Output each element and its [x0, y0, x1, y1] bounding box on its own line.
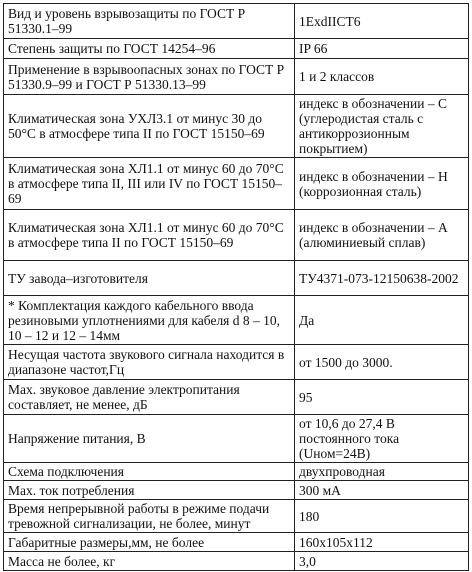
table-row — [4, 481, 469, 500]
table-row — [4, 345, 469, 380]
table-row — [4, 4, 469, 39]
parameter-cell: Схема подключения — [4, 463, 295, 481]
table-row — [4, 95, 469, 158]
table-row — [4, 463, 469, 481]
parameter-cell: Масса не более, кг — [4, 552, 295, 571]
parameter-cell: Несущая частота звукового сигнала находится в диапазоне частот,Гц — [4, 345, 295, 380]
parameter-cell: Напряжение питания, В — [4, 415, 295, 463]
parameter-cell: ТУ завода–изготовителя — [4, 261, 295, 296]
table-row — [4, 415, 469, 463]
parameter-cell: Вид и уровень взрывозащиты по ГОСТ Р 51330.1–99 — [4, 4, 295, 39]
table-row — [4, 533, 469, 552]
value-cell: от 10,6 до 27,4 В постоянного тока (Uном=24В) — [295, 415, 469, 463]
table-row — [4, 380, 469, 415]
value-cell: Да — [295, 296, 469, 345]
value-cell: индекс в обозначении – А (алюминиевый сплав) — [295, 210, 469, 261]
value-cell: индекс в обозначении – С (углеродистая сталь с антикоррозионным покрытием) — [295, 95, 469, 158]
parameter-cell: Мах. звуковое давление электропитания составляет, не менее, дБ — [4, 380, 295, 415]
table-row — [4, 296, 469, 345]
value-cell: ТУ4371-073-12150638-2002 — [295, 261, 469, 296]
parameter-cell: * Комплектация каждого кабельного ввода резиновыми уплотнениями для кабеля d 8 – 10, 10 – 12 и 12 – 14мм — [4, 296, 295, 345]
value-cell: 180 — [295, 500, 469, 533]
parameter-cell: Мах. ток потребления — [4, 481, 295, 500]
value-cell: IP 66 — [295, 39, 469, 59]
parameter-cell: Климатическая зона УХЛ3.1 от минус 30 до 50°С в атмосфере типа II по ГОСТ 15150–69 — [4, 95, 295, 158]
specifications-table — [3, 3, 469, 571]
value-cell: 160х105х112 — [295, 533, 469, 552]
value-cell: 1ExdIICT6 — [295, 4, 469, 39]
table-row — [4, 59, 469, 95]
value-cell: 95 — [295, 380, 469, 415]
parameter-cell: Применение в взрывоопасных зонах по ГОСТ Р 51330.9–99 и ГОСТ Р 51330.13–99 — [4, 59, 295, 95]
table-row — [4, 210, 469, 261]
value-cell: индекс в обозначении – Н (коррозионная сталь) — [295, 158, 469, 210]
parameter-cell: Габаритные размеры,мм, не более — [4, 533, 295, 552]
value-cell: 3,0 — [295, 552, 469, 571]
parameter-cell: Степень защиты по ГОСТ 14254–96 — [4, 39, 295, 59]
table-row — [4, 261, 469, 296]
table-row — [4, 158, 469, 210]
table-row — [4, 500, 469, 533]
value-cell: 1 и 2 классов — [295, 59, 469, 95]
table-row — [4, 552, 469, 571]
parameter-cell: Климатическая зона ХЛ1.1 от минус 60 до 70°С в атмосфере типа II, III или IV по ГОСТ 15150–69 — [4, 158, 295, 210]
parameter-cell: Время непрерывной работы в режиме подачи тревожной сигнализации, не более, минут — [4, 500, 295, 533]
value-cell: от 1500 до 3000. — [295, 345, 469, 380]
value-cell: 300 мА — [295, 481, 469, 500]
parameter-cell: Климатическая зона ХЛ1.1 от минус 60 до 70°С в атмосфере типа II по ГОСТ 15150–69 — [4, 210, 295, 261]
value-cell: двухпроводная — [295, 463, 469, 481]
table-row — [4, 39, 469, 59]
